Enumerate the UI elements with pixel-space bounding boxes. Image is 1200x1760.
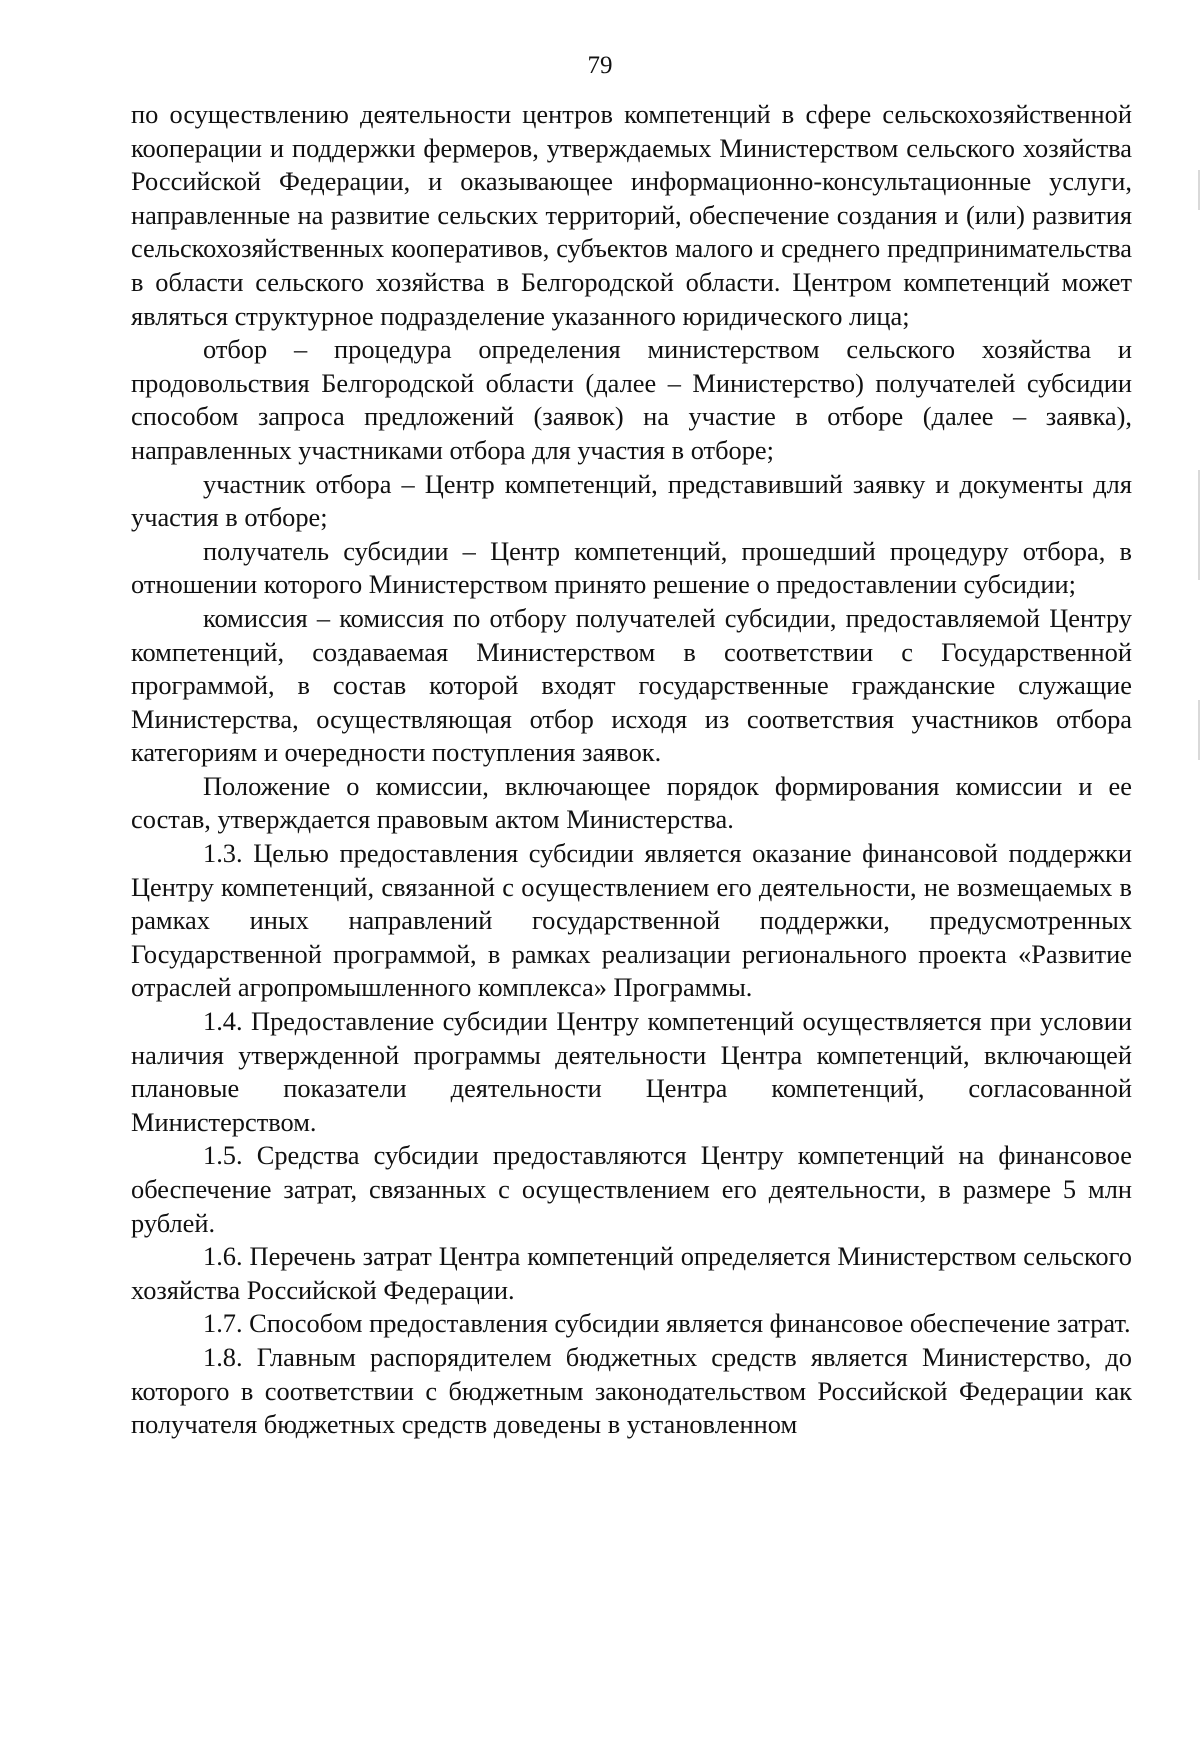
paragraph-definition-participant: участник отбора – Центр компетенций, представивший заявку и документы для участия в отборе; <box>131 468 1132 533</box>
paragraph-continuation: по осуществлению деятельности центров компетенций в сфере сельскохозяйственной кооперации и поддержки фермеров, утверждаемых Министерством сельского хозяйства Российской Федерации, и оказывающее информационно-консультационные услуги, направленные на развитие сельских территорий, обеспечение создания и (или) развития сельскохозяйственных кооперативов, субъектов малого и среднего предпринимательства в области сельского хозяйства в Белгородской области. Центром компетенций может являться структурное подразделение указанного юридического лица; <box>131 99 1132 331</box>
document-body <box>131 98 1132 1442</box>
paragraph-definition-selection: отбор – процедура определения министерством сельского хозяйства и продовольствия Белгородской области (далее – Министерство) получателей субсидии способом запроса предложений (заявок) на участие в отборе (далее – заявка), направленных участниками отбора для участия в отборе; <box>131 334 1132 465</box>
paragraph-commission-regulation: Положение о комиссии, включающее порядок формирования комиссии и ее состав, утверждается правовым актом Министерства. <box>131 770 1132 835</box>
paragraph-definition-commission: комиссия – комиссия по отбору получателей субсидии, предоставляемой Центру компетенций, создаваемая Министерством в соответствии с Государственной программой, в состав которой входят государственные гражданские служащие Министерства, осуществляющая отбор исходя из соответствия участников отбора категориям и очередности поступления заявок. <box>131 602 1132 768</box>
page-number: 79 <box>587 52 613 79</box>
paragraph-1-6: 1.6. Перечень затрат Центра компетенций определяется Министерством сельского хозяйства Российской Федерации. <box>131 1241 1132 1305</box>
paragraph-1-3: 1.3. Целью предоставления субсидии является оказание финансовой поддержки Центру компетенций, связанной с осуществлением его деятельности, не возмещаемых в рамках иных направлений государственной поддержки, предусмотренных Государственной программой, в рамках реализации регионального проекта «Развитие отраслей агропромышленного комплекса» Программы. <box>131 838 1132 1003</box>
paragraph-1-8: 1.8. Главным распорядителем бюджетных средств является Министерство, до которого в соответствии с бюджетным законодательством Российской Федерации как получателя бюджетных средств доведены в установленном <box>131 1341 1132 1440</box>
paragraph-1-4: 1.4. Предоставление субсидии Центру компетенций осуществляется при условии наличия утвержденной программы деятельности Центра компетенций, включающей плановые показатели деятельности Центра компетенций, согласованной Министерством. <box>131 1006 1132 1137</box>
paragraph-1-7: 1.7. Способом предоставления субсидии является финансовое обеспечение затрат. <box>203 1308 1131 1339</box>
paragraph-1-5: 1.5. Средства субсидии предоставляются Центру компетенций на финансовое обеспечение затрат, связанных с осуществлением его деятельности, в размере 5 млн рублей. <box>131 1140 1132 1238</box>
paragraph-definition-recipient: получатель субсидии – Центр компетенций, прошедший процедуру отбора, в отношении которого Министерством принято решение о предоставлении субсидии; <box>131 535 1132 600</box>
